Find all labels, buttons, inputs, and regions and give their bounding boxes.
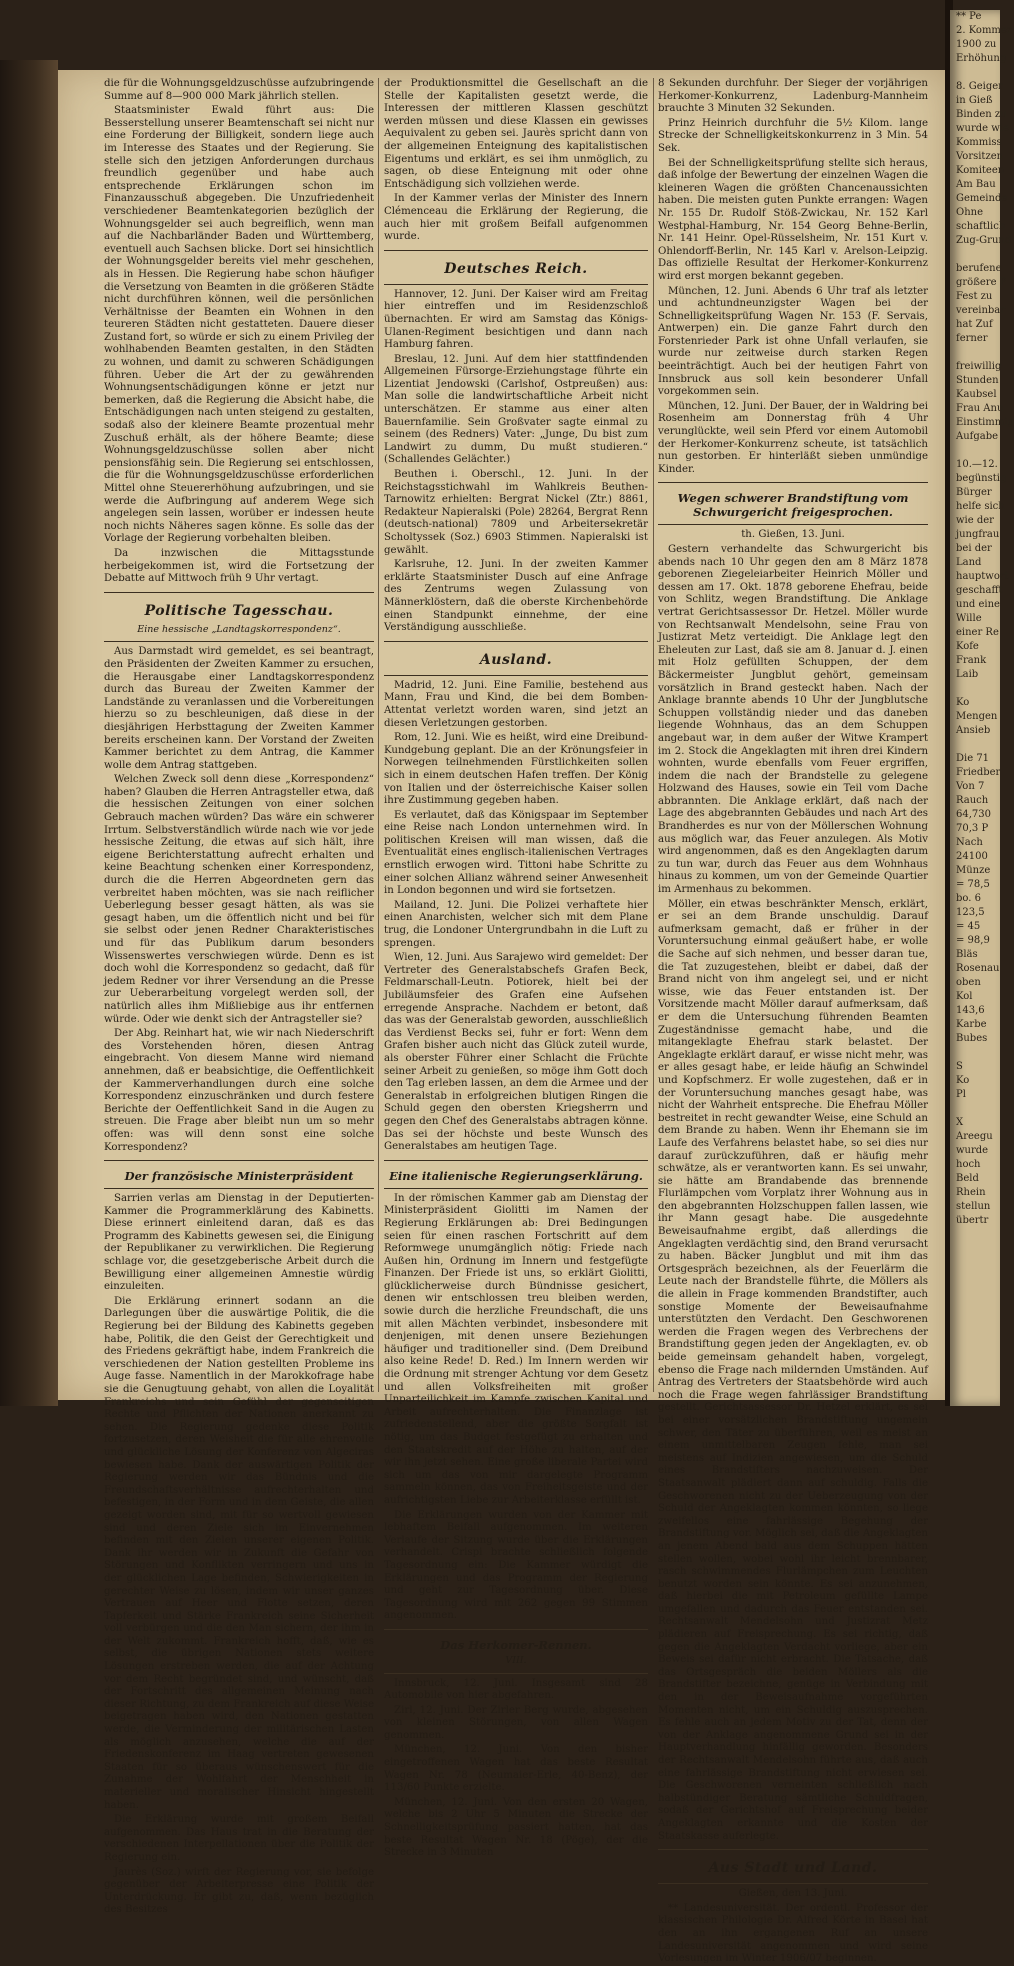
facing-page-line: wurde xyxy=(956,1145,989,1156)
facing-page-line: berufene xyxy=(956,263,1002,274)
facing-page-line: begünstig xyxy=(956,473,1007,484)
facing-page-line xyxy=(950,1046,1000,1060)
column-rule xyxy=(653,78,654,1392)
facing-page-line: in Gieß xyxy=(956,95,993,106)
facing-page-line: Erhöhung xyxy=(956,53,1007,64)
facing-page-line: Pl xyxy=(956,1089,966,1100)
facing-page-line: und eine xyxy=(956,599,1000,610)
paragraph: Aus Darmstadt wird gemeldet, es sei beantragt, den Präsidenten der Zweiten Kammer zu ersuchen, die Herausgabe einer Landtagskorrespondenz durch das Bureau der Zweiten Kammer der Landstände zu veranlassen und die Vorbereitungen hierzu so zu beschleunigen, daß diese in der diesjährigen Herbsttagung der Zweiten Kammer bereits erscheinen kann. Der Vorstand der Zweiten Kammer berichtet zu dem Antrag, die Kammer wolle dem Antrag stattgeben. xyxy=(104,646,374,771)
facing-page-line: 70,3 P xyxy=(956,823,989,834)
paragraph: Die Erklärung wurde mit großem Beifall aufgenommen. Das Haus trat in die Beratung der verschiedenen Interpellationen über die Politik der Regierung ein. xyxy=(104,1814,374,1863)
subheading: Eine hessische „Landtagskorrespondenz“. xyxy=(137,623,341,635)
facing-page-line: Karbe xyxy=(956,1019,987,1030)
facing-page-line: Mengen xyxy=(956,711,998,722)
paragraph: München, 12. Juni. Abends 6 Uhr traf als letzter und achtundneunzigster Wagen bei der Schnelligkeitsprüfung Wagen Nr. 153 (F. Servais, Antwerpen) ein. Die ganze Fahrt durch den Forstenrieder Park ist ohne Unfall verlaufen, sie wurde nur zeitweise durch starken Regen beeinträchtigt. Auch bei der heutigen Fahrt von Innsbruck aus soll kein besonderer Unfall vorgekommen sein. xyxy=(658,285,928,398)
section-number: VIII. xyxy=(505,1654,527,1666)
section-box xyxy=(384,250,648,285)
facing-page-line: einer Re xyxy=(956,627,999,638)
facing-page-line: Ansieb xyxy=(956,725,991,736)
facing-page-line: vereinbar xyxy=(956,305,1006,316)
facing-page-line: 8. Geiger xyxy=(956,81,1003,92)
facing-page-line: Von 7 xyxy=(956,781,985,792)
facing-page-line: Binden zu xyxy=(956,109,1007,120)
facing-page-line: Vorsitzen xyxy=(956,151,1004,162)
facing-page-line: Frau Anu xyxy=(956,403,1004,414)
facing-page-line: wie der xyxy=(956,515,994,526)
paragraph: Es verlautet, daß das Königspaar im September eine Reise nach London unternehmen wird. In politischen Kreisen will man wissen, daß die Eventualität eines englisch-italienischen Vertrages ernstlich erwogen wird. Tittoni habe Schritte zu einer solchen Allianz während seiner Anwesenheit in London begonnen und wird sie fortsetzen. xyxy=(384,809,648,897)
paragraph: Sarrien verlas am Dienstag in der Deputierten-Kammer die Programmerklärung des Kabinetts. Diese erinnert einleitend daran, daß es das Programm des Kabinetts gewesen sei, die Einigung der Republikaner zu verwirklichen. Die Regierung schlage vor, die gesetzgeberische Arbeit durch die Bewilligung einer allgemeinen Amnestie würdig einzuleiten. xyxy=(104,1193,374,1293)
paragraph: In der Kammer verlas der Minister des Innern Clémenceau die Erklärung der Regierung, die auch hier mit großem Beifall aufgenommen wurde. xyxy=(384,193,648,243)
section-box xyxy=(384,1160,648,1189)
paragraph: Möller, ein etwas beschränkter Mensch, erklärt, er sei an dem Brande unschuldig. Darauf aufmerksam gemacht, daß er früher in der Voruntersuchung einmal geäußert habe, er wolle die Sache auf sich nehmen, und besser daran tue, die Tat zuzugestehen, bleibt er dabei, daß der Brand nicht von ihm angelegt sei, und er nicht wisse, wie das Feuer entstanden ist. Der Vorsitzende macht Möller darauf aufmerksam, daß er dem die Untersuchung führenden Beamten Zugeständnisse gemacht habe, und die mitangeklagte Ehefrau stark belastet. Der Angeklagte erklärt darauf, er wisse nicht mehr, was er alles gesagt habe, er leide häufig an Schwindel und Kopfschmerz. Er wolle zugestehen, daß er in der Voruntersuchung manches gesagt habe, was nicht der Wahrheit entspreche. Die Ehefrau Möller bestreitet in recht gewandter Weise, eine Schuld an dem Brande zu haben. Wenn ihr Ehemann sie im Laufe des Verfahrens belastet habe, so sei dies nur darauf zurückzuführen, daß er häufig mehr schwätze, als er verantworten kann. Es sei unwahr, sie hätte am Brandabende das brennende Flurlämpchen vom Vorplatz ihrer Wohnung aus in den abgebrannten Holzschuppen fallen lassen, wie ihr Mann gesagt habe. Die ausgedehnte Beweisaufnahme ergibt, daß allerdings die Angeklagten verdächtig sind, den Brand verursacht zu haben. Bäcker Jungblut und mit ihm das Ortsgespräch bezeichnen, als der Feuerlärm die Leute nach der Brandstelle führte, die Möllers als die allein in Frage kommenden Brandstifter, auch sonstige Momente der Beweisaufnahme unterstützten den Verdacht. Den Geschworenen werden die Fragen wegen des Verbrechens der Brandstiftung gegen jeden der Angeklagten, ev. ob beide gemeinsam gehandelt haben, vorgelegt, ebenso die Frage nach mildernden Umständen. Auf Antrag des Vertreters der Staatsbehörde wird auch noch die Frage wegen fahrlässiger Brandstiftung gestellt. Gerichtsassessor Dr. Hetzel erklärt, es sei bei einer vorsätzlichen Brandstiftung ungemein schwer, den Täter zu überführen, weil es meist an einem unmittelbaren Zeugen fehle, man sei meistens auf Indizien angewiesen, um die Schuld eines Brandstifters nachzuweisen. Der Staatsanwalt plädiert dann auf schuldig. Falls die Geschworenen nicht zu der Ueberzeugung von der Schuld der Angeklagten kommen könnten, so liege zweifellos eine fahrlässige Begehung der Brandstiftung vor. Möglich sei, daß die Angeklagten an jenem Abend bald aus dem Schuppen hätten stellen wollen, wobei wohl ihr leicht brennbarer, rasch schwimmendes Flurlämpchen zum Leuchten benutzt worden sein könnte. Es sei anzunehmen, daß hierbei die mit Petroleum gefüllte Lampe umgefallen und dadurch das Feuer entstanden sei. Rechtsanwalt Mendelsohn und Justizrat Metz plädieren auf Freisprechung. Es sei richtig, daß gegen die Angeklagten Verdacht vorliege, aber ein Beweis sei dafür nicht erbracht. Die Tatsache, daß das Ortsgespräch die beiden Möllers als die Brandstifter bezeichne, genüge in Verbindung mit den in der Beweisaufnahme vorgeführten Momenten nicht, um ein Schuldig auszusprechen. Es fehle auch an jedem Motiv zu der Tat, denn der von der Anklage angenommene Grund sei in der Hauptverhandlung hinfällig geworden. Besonders der Rechtsanwalt Mendelsohn führte aus, daß auch eine fahrlässige Brandstiftung nicht erwiesen sei. Die Geschworenen verneinten schließlich nach halbstündiger Beratung sämtliche Schuldfragen, sodaß der Gerichtshof auf Freisprechung beider Angeklagten erkannte und die Kosten der Staatskasse auferlegte. xyxy=(658,898,928,1842)
facing-page-strip xyxy=(950,10,1014,1406)
facing-page-line: = 78,5 xyxy=(956,879,990,890)
facing-page-line: geschafft xyxy=(956,585,1003,596)
paragraph: Die Erklärung erinnert sodann an die Darlegungen über die auswärtige Politik, die die Regierung bei der Bildung des Kabinetts gegeben habe, Politik, die den Geist der Gerechtigkeit und des Friedens gekräftigt habe, indem Frankreich die verschiedenen der Nation gestellten Probleme ins Auge fasse. Namentlich in der Marokkofrage habe sie die Genugtuung gehabt, von allen die Loyalität Frankreichs und sein Gefühl der gegenseitigen Rechte und Pflichten der Nationen anerkannt zu sehen. Die Regierung gedenke diese Politik fortzusetzen, deren Weisheit die für alle ehrenvolle und glückliche Lösung der Konferenz von Algeciras bewiesen habe. Dank der auswärtigen Politik der Regierung werden wir das Bündnis und die Freundschaftsverhältnisse aufrechterhalten und befestigen, in der Form und in dem Geiste, die allen gezeigt worden sind, mit für so wertvoll gewiesen sind und deren Ziele sich im Einvernehmen befinden mit den Zielen unserer eigenen Politik. Dank ihr werden wir in Zukunft die Gefahr von Störungen und Konflikten verringern und uns in der glücklichen Lage befinden, Schwierigkeiten in gerechter Weise zu lösen, indem wir unser ganzes Vertrauen auf Heer und Flotte setzen, deren Tapferkeit und Stärke Frankreich seine Sicherheit voll verbürgen und die den Man sichern, der ihm in der Welt zukommt. Frankreich hofft, daß, wie es selbst, die übrigen Nationen stets weitere Lösungen erstreben werden, die auf der Achtung vor dem Recht begründet sind, und wünscht, daß der Fortschritt des allgemeinen Meinung nach dieser Richtung, zu dem Frankreich auf diese Weise beigetragen haben wird, den Nationen gestatten werde, die Verminderung der militärischen Lasten als möglich anzusehen, welche die auf der Friedenskonferenz im Haag vertreten gewesenen Staaten für so überaus wünschenswert für die Zunahme der Wohlfahrt der Menschheit in materieller und moralischer Hinsicht hingestellt haben. xyxy=(104,1295,374,1811)
section-box xyxy=(384,1629,648,1674)
paragraph: Welchen Zweck soll denn diese „Korrespondenz“ haben? Glauben die Herren Antragsteller etwa, daß die hessischen Zeitungen von einer solchen Gebrauch machen würden? Das wäre ein schwerer Irrtum. Selbstverständlich würde nach wie vor jede hessische Zeitung, die etwas auf sich hält, ihre eigene Berichterstattung aufrecht erhalten und keine Beachtung schenken einer Korrespondenz, durch die die Herren Abgeordneten gern das verbreitet haben möchten, was sie nach reiflicher Ueberlegung besser gesagt hätten, als was sie gesagt haben, um die öffentlich nicht und bei für sie selbst oder jenen Redner Charakteristisches und für das Publikum darum besonders Wissenswertes verschwiegen würde. Denn es ist doch wohl die Korrespondenz so gedacht, daß für jedem Redner vor ihrer Versendung an die Presse zur Ueberarbeitung vorgelegt werden soll, der natürlich alles ihm Mißliebige aus ihr entfernen würde. Oder wie denkt sich der Antragsteller sie? xyxy=(104,774,374,1025)
facing-page-line: Ohne xyxy=(956,207,983,218)
column-1 xyxy=(104,78,374,1916)
facing-page-line: Kaubsel xyxy=(956,389,997,400)
section-heading-herkomer: Das Herkomer-Rennen. xyxy=(440,1637,592,1652)
facing-page-line: Ko xyxy=(956,1075,970,1086)
facing-page-line xyxy=(950,346,1000,360)
facing-page-line: = 98,9 xyxy=(956,935,990,946)
facing-page-line: Fest zu xyxy=(956,291,993,302)
facing-page-line: 24100 xyxy=(956,851,988,862)
section-heading-reich: Deutsches Reich. xyxy=(444,260,588,277)
facing-page-line: S xyxy=(956,1061,963,1072)
facing-page-line: Kommiss xyxy=(956,137,1002,148)
paragraph: ** Landesuniversität. Der ordentl. Professor der klassischen Philologie Dr. Alfred Körte in Basel hat den an ihn ergangenen Ruf an unsere Landesuniversität angenommen und wird seine Vorlesungen im Winter 1906/07 beginnen. xyxy=(658,1902,928,1965)
paragraph: Beuthen i. Oberschl., 12. Juni. In der Reichstagsstichwahl im Wahlkreis Beuthen-Tarnowitz erhielten: Bergrat Nickel (Ztr.) 8861, Redakteur Napieralski (Pole) 28264, Bergrat Renn (deutsch-national) 7809 und Arbeitersekretär Scholtyssek (Soz.) 6903 Stimmen. Napieralski ist gewählt. xyxy=(384,469,648,556)
section-heading-ausland: Ausland. xyxy=(479,651,553,668)
column-2 xyxy=(384,78,648,1859)
paragraph: Jaurès (Soz.) wirft der Regierung vor, sie befolge gegenüber der Arbeiterpresse eine Politik der Unterdrückung. Er gibt zu, daß, wenn bezüglich des Besitzes xyxy=(104,1866,374,1916)
facing-page-line: 143,6 xyxy=(956,1005,985,1016)
paragraph: Bei der Schnelligkeitsprüfung stellte sich heraus, daß infolge der Bewertung der einzelnen Wagen die kleineren Wagen die größten Chancenaussichten haben. Die meisten guten Punkte errangen: Wagen Nr. 155 Dr. Rudolf Stöß-Zwickau, Nr. 152 Karl Westphal-Hamburg, Nr. 154 Georg Behne-Berlin, Nr. 141 Heinr. Opel-Rüsselsheim, Nr. 151 Kurt v. Ohlendorff-Berlin, Nr. 145 Karl v. Arelson-Leipzig. Das offizielle Resultat der Herkomer-Konkurrenz wird erst morgen bekannt gegeben. xyxy=(658,157,928,282)
facing-page-line: Rosenau xyxy=(956,963,1000,974)
facing-page-line: Laib xyxy=(956,669,979,680)
facing-page-line: Einstimmig xyxy=(956,417,1014,428)
paragraph: Mailand, 12. Juni. Die Polizei verhaftete hier einen Anarchisten, welcher sich mit dem Plane trug, die Londoner Untergrundbahn in die Luft zu sprengen. xyxy=(384,899,648,949)
paragraph: Prinz Heinrich durchfuhr die 5½ Kilom. lange Strecke der Schnelligkeitskonkurrenz in 3 Min. 54 Sek. xyxy=(658,117,928,154)
facing-page-line: Am Bau xyxy=(956,179,996,190)
book-binding-left xyxy=(0,60,58,1406)
facing-page-line: 10.—12. xyxy=(956,459,998,470)
paragraph: München, 12. Juni. Von den ersten 20 Wagen, welche bis 2 Uhr 5 Minuten die Strecke der Schnelligkeitsprüfung passiert hatten, hat das beste Resultat Wagen Nr. 18 (Pöge), der die Strecke in 3 Minuten xyxy=(384,1796,648,1859)
paragraph: Hannover, 12. Juni. Der Kaiser wird am Freitag hier eintreffen und im Residenzschloß übernachten. Er wird am Samstag das Königs-Ulanen-Regiment besichtigen und dann nach Hamburg fahren. xyxy=(384,288,648,351)
dateline: Gießen, den 13. Juni. xyxy=(738,1888,848,1900)
facing-page-line: Münze xyxy=(956,865,991,876)
facing-page-line: Rhein xyxy=(956,1187,986,1198)
facing-page-line: bo. 6 xyxy=(956,893,981,904)
facing-page-line: größere P xyxy=(956,277,1007,288)
paragraph: Rom, 12. Juni. Wie es heißt, wird eine Dreibund-Kundgebung geplant. Die an der Krönungsfeier in Norwegen teilnehmenden Fürstlichkeiten sollen sich in einem deutschen Hafen treffen. Der König von Italien und der österreichische Kaiser sollen ihre Zustimmung gegeben haben. xyxy=(384,732,648,807)
facing-page-line: übertr xyxy=(956,1215,989,1226)
paragraph: 8 Sekunden durchfuhr. Der Sieger der vorjährigen Herkomer-Konkurrenz, Ladenburg-Mannheim brauchte 3 Minuten 32 Sekunden. xyxy=(658,78,928,115)
dateline: th. Gießen, 13. Juni. xyxy=(741,529,845,541)
paragraph: In der römischen Kammer gab am Dienstag der Ministerpräsident Giolitti im Namen der Regierung Erklärungen ab: Drei Bedingungen seien für einen raschen Fortschritt auf dem Reformwege unumgänglich nötig: Friede nach Außen hin, Ordnung im Innern und festgefügte Finanzen. Der Friede ist uns, so erklärt Giolitti, glücklicherweise durch Bündnisse gesichert, denen wir entschlossen treu bleiben werden, sowie durch die herzliche Freundschaft, die uns mit allen Mächten verbindet, insbesondere mit denjenigen, mit denen unsere Beziehungen häufiger und traditioneller sind. (Dem Dreibund also keine Rede! D. Red.) Im Innern werden wir die Ordnung mit strenger Achtung vor dem Gesetz und allen Volksfreiheiten mit großer Unparteilichkeit im Kampfe zwischen Kapital und Arbeit aufrechterhalten. Die Finanzlage ist zufriedenstellend, aber die größte Sorgfalt ist nötig, um das Budget festgefügt zu erhalten und den Staatskredit auf der Höhe zu halten, auf der wir ihn jetzt sehen. Eine große liberale Partei wird sich um das von mir dargelegte Programm sammeln können, das von Freiheitsgeiste und der aufrichtigsten Liebe zur Arbeiterklasse erfüllt ist. xyxy=(384,1192,648,1506)
facing-page-line: Nach xyxy=(956,837,983,848)
facing-page-line: ** Pe xyxy=(956,11,982,22)
section-heading-stadt: Aus Stadt und Land. xyxy=(708,1860,878,1877)
section-box xyxy=(104,592,374,643)
facing-page-line: ferner xyxy=(956,333,988,344)
facing-page-line: Frank xyxy=(956,655,987,666)
paragraph: Zirl, 12. Juni. Der Zirler Berg wurde, abgesehen von kleinen Störungen, von allen Wagen genommen. xyxy=(384,1704,648,1741)
facing-page-line: stellun xyxy=(956,1201,991,1212)
facing-page-line: helfe sich xyxy=(956,501,1005,512)
facing-page-line: 2. Kommer xyxy=(956,25,1012,36)
facing-page-line xyxy=(950,444,1000,458)
facing-page-line: Komiteen xyxy=(956,165,1005,176)
facing-page-line: Wille xyxy=(956,613,982,624)
facing-page-line: Friedber xyxy=(956,767,1001,778)
column-3 xyxy=(658,78,928,1965)
section-box xyxy=(658,482,928,525)
facing-page-line: = 45 xyxy=(956,921,981,932)
paragraph: München, 12. Juni. Von den bisher eingetroffenen Wagen hat das beste Resultat Wagen Nr. 78 (Neumaier-Erle, 40-Benz), der 113/60 Punkte erzielte. xyxy=(384,1744,648,1794)
facing-page-line xyxy=(950,66,1000,80)
facing-page-line: X xyxy=(956,1117,964,1128)
paragraph: Staatsminister Ewald führt aus: Die Besserstellung unserer Beamtenschaft sei nicht nur eine Forderung der Billigkeit, sondern liege auch im Interesse des Staates und der Regierung. Sie stelle sich den jetzigen Anforderungen durchaus freundlich gegenüber und habe auch entsprechende Erklärungen schon im Finanzausschuß abgegeben. Die Unzufriedenheit verschiedener Beamtenkategorien bezüglich der Wohnungsgelder sei auch begreiflich, wenn man auf die Nachbarländer Baden und Württemberg, eventuell auch Sachsen blicke. Dort sei hinsichtlich der Wohnungsgelder bereits viel mehr geschehen, als in Hessen. Die Regierung habe schon häufiger die Versetzung von Beamten in die größeren Städte nicht durchführen können, weil die persönlichen Verhältnisse der Beamten ein Wohnen in den teureren Städten nicht gestatteten. Dauere dieser Zustand fort, so würde er sich zu einem Privileg der wohlhabenden Beamten gestalten, in den Städten zu wohnen, und damit zu schweren Schädigungen führen. Ueber die Art der zu gewährenden Wohnungsentschädigungen könne er jetzt nur bemerken, daß die Regierung die Absicht habe, die Entschädigungen nach unten steigend zu gestalten, sodaß also der kleinere Beamte prozentual mehr Zuschuß erhält, als der höhere Beamte; diese Wohnungsgeldzuschüsse sollen aber nicht pensionsfähig sein. Die Regierung sei entschlossen, die für die Wohnungsgeldzuschüsse erforderlichen Mittel ohne Steuererhöhung aufzubringen, und sie werde die Aufbringung auf anderem Wege sich angelegen sein lassen, worüber er indessen heute noch nichts Näheres sagen könne. Es solle das der Vorlage der Regierung vorbehalten bleiben. xyxy=(104,105,374,545)
facing-page-line: Bläs xyxy=(956,949,978,960)
facing-page-line: Kol xyxy=(956,991,973,1002)
facing-page-line: 1900 zu xyxy=(956,39,997,50)
facing-page-line: jungfrau xyxy=(956,529,1000,540)
section-heading-frankreich: Der französische Ministerpräsident xyxy=(124,1169,354,1184)
facing-page-line: Kofe xyxy=(956,641,979,652)
facing-page-line xyxy=(950,248,1000,262)
facing-page-line: Ko xyxy=(956,697,970,708)
facing-page-line: Stunden xyxy=(956,375,999,386)
paragraph: Die Erklärungen wurden von der Kammer mit lebhaftem Beifall aufgenommen. Im weiteren Verlaufe der Sitzung wurde über die Erklärungen verhandelt. Crispi brachte schließlich folgende Tagesordnung ein: Die Kammer würdigt die Erklärungen und das Programm der Regierung und geht zur Tagesordnung über. Diese Tagesordnung wird mit 262 gegen 99 Stimmen angenommen. xyxy=(384,1509,648,1622)
facing-page-line xyxy=(950,738,1000,752)
paragraph: Madrid, 12. Juni. Eine Familie, bestehend aus Mann, Frau und Kind, die bei dem Bomben-Attentat verletzt worden waren, sind jetzt an diesen Verletzungen gestorben. xyxy=(384,679,648,729)
facing-page-line: hoch xyxy=(956,1159,981,1170)
facing-page-line: wurde wie xyxy=(956,123,1009,134)
facing-page-line: bei der xyxy=(956,543,992,554)
facing-page-line: Areegu xyxy=(956,1131,993,1142)
facing-page-line xyxy=(950,1102,1000,1116)
facing-page-line: Gemeinde xyxy=(956,193,1008,204)
section-heading-prozess: Wegen schwerer Brandstiftung vom Schwurgericht freigesprochen. xyxy=(677,491,909,520)
facing-page-line: Bubes xyxy=(956,1033,988,1044)
facing-page-line: 64,730 xyxy=(956,809,991,820)
facing-page-line: Bürger xyxy=(956,487,992,498)
facing-page-line: hat Zuf xyxy=(956,319,993,330)
facing-page-line: Zug-Grund xyxy=(956,235,1012,246)
paragraph: Gestern verhandelte das Schwurgericht bis abends nach 10 Uhr gegen den am 8 März 1878 geborenen Ziegeleiarbeiter Heinrich Möller und dessen am 17. Okt. 1878 geborene Ehefrau, beide von Schlitz, wegen Brandstiftung. Die Anklage vertrat Gerichtsassessor Dr. Hetzel. Möller wurde von Rechtsanwalt Mendelsohn, seine Frau von Justizrat Metz verteidigt. Die Anklage legt den Eheleuten zur Last, daß sie am 8. Januar d. J. einen mit Holz gefüllten Schuppen, der dem Bäckermeister Jungblut gehört, gemeinsam vorsätzlich in Brand gesteckt haben. Nach der Anklage brannte abends 10 Uhr der Jungblutsche Schuppen vollständig nieder und das daneben liegende Wohnhaus, das an dem Schuppen angebaut war, in dem außer der Witwe Krampert im 2. Stock die Angeklagten mit ihren drei Kindern wohnten, wurde ebenfalls vom Feuer ergriffen, indem die nach der Brandstelle zu gelegene Holzwand des Hauses, sowie ein Teil vom Dache abbrannten. Die Anklage erklärt, daß nach der Lage des abgebrannten Gebäudes und nach Art des Brandherdes es nur von der Möllerschen Wohnung aus möglich war, das Feuer anzulegen. Als Motiv wird angenommen, daß es den Angeklagten darum zu tun war, durch das Feuer aus dem Wohnhaus hinaus zu kommen, um von der Gemeinde Quartier im Armenhaus zu bekommen. xyxy=(658,544,928,896)
section-heading-politik: Politische Tagesschau. xyxy=(144,602,334,619)
column-rule xyxy=(378,78,379,1392)
facing-page-line: Beld xyxy=(956,1173,979,1184)
paragraph: Karlsruhe, 12. Juni. In der zweiten Kammer erklärte Staatsminister Dusch auf eine Anfrage des Zentrums wegen Zulassung von Männerklöstern, daß die oberste Kirchenbehörde einen Standpunkt einnehme, der eine Verständigung ausschließe. xyxy=(384,559,648,634)
paragraph: Breslau, 12. Juni. Auf dem hier stattfindenden Allgemeinen Fürsorge-Erziehungstage führte ein Lizentiat Jendowski (Carlshof, Ostpreußen) aus: Man solle die landwirtschaftliche Arbeit nicht unterschätzen. Er stamme aus einer alten Bauernfamilie. Sein Großvater sagte einmal zu seinem (des Redners) Vater: „Junge, Du bist zum Landwirt zu dumm, Du mußt studieren.“ (Schallendes Gelächter.) xyxy=(384,353,648,466)
paragraph: die für die Wohnungsgeldzuschüsse aufzubringende Summe auf 8—900 000 Mark jährlich stellen. xyxy=(104,78,374,102)
facing-page-line: freiwillig xyxy=(956,361,1002,372)
paragraph: Wien, 12. Juni. Aus Sarajewo wird gemeldet: Der Vertreter des Generalstabschefs Grafen Beck, Feldmarschall-Leutn. Potiorek, hielt bei der Jubiläumsfeier des Grafen eine Aufsehen erregende Ansprache. Nachdem er betont, daß das was der Generalstab geworden, ausschließlich das Verdienst Becks sei, fuhr er fort: Wenn dem Grafen bisher auch nicht das Glück zuteil wurde, als oberster Führer einer Schlacht die Früchte seiner Arbeit zu genießen, so möge ihm Gott doch den Tag erleben lassen, an dem die Armee und der Generalstab in erfolgreichen blutigen Ringen die Schuld gegen den obersten Kriegsherrn und gegen den Chef des Generalstabs abtragen könne. Das sei der höchste und beste Wunsch des Generalstabes am heutigen Tage. xyxy=(384,952,648,1153)
paragraph: Da inzwischen die Mittagsstunde herbeigekommen ist, wird die Fortsetzung der Debatte auf Mittwoch früh 9 Uhr vertagt. xyxy=(104,547,374,585)
facing-page-line: Aufgabe xyxy=(956,431,999,442)
paragraph: der Produktionsmittel die Gesellschaft an die Stelle der Kapitalisten gesetzt werde, die Interessen der mittleren Klassen geschützt werden müssen und diese Klassen ein gewisses Aequivalent zu geben sei. Jaurès spricht dann von der allgemeinen Enteignung des kapitalistischen Eigentums und erklärt, es sei ihm unmöglich, zu sagen, ob diese Enteignung mit oder ohne Entschädigung sich vollziehen werde. xyxy=(384,78,648,190)
facing-page-line: Die 71 xyxy=(956,753,990,764)
paragraph: Innsbruck, 12. Juni. Insgesamt sind 28 Automobile von hier abgefahren. xyxy=(384,1677,648,1702)
section-heading-italien: Eine italienische Regierungserklärung. xyxy=(389,1168,643,1183)
facing-page-line: Rauch xyxy=(956,795,989,806)
section-box xyxy=(658,1849,928,1884)
facing-page-line: hauptwort xyxy=(956,571,1009,582)
facing-page-line: 123,5 xyxy=(956,907,985,918)
paragraph: Der Abg. Reinhart hat, wie wir nach Niederschrift des Vorstehenden hören, diesen Antrag eingebracht. Von diesem Manne wird niemand annehmen, daß er beabsichtige, die Oeffentlichkeit der Kammerverhandlungen durch eine solche Korrespondenz einzuschränken und durch festere Berichte der Oeffentlichkeit Sand in die Augen zu streuen. Die Frage aber bleibt nun um so mehr offen: was will denn sonst eine solche Korrespondenz? xyxy=(104,1028,374,1153)
section-box xyxy=(384,641,648,676)
paragraph: München, 12. Juni. Der Bauer, der in Waldring bei Rosenheim am Donnerstag früh 4 Uhr verunglückte, weil sein Pferd vor einem Automobil der Herkomer-Konkurrenz scheute, ist tatsächlich nun gestorben. Er hinterläßt sieben unmündige Kinder. xyxy=(658,400,928,475)
facing-page-line: schaftlich xyxy=(956,221,1006,232)
section-box xyxy=(104,1160,374,1189)
facing-page-line: Land xyxy=(956,557,982,568)
newspaper-page xyxy=(58,70,948,1965)
facing-page-line: oben xyxy=(956,977,981,988)
facing-page-line xyxy=(950,682,1000,696)
